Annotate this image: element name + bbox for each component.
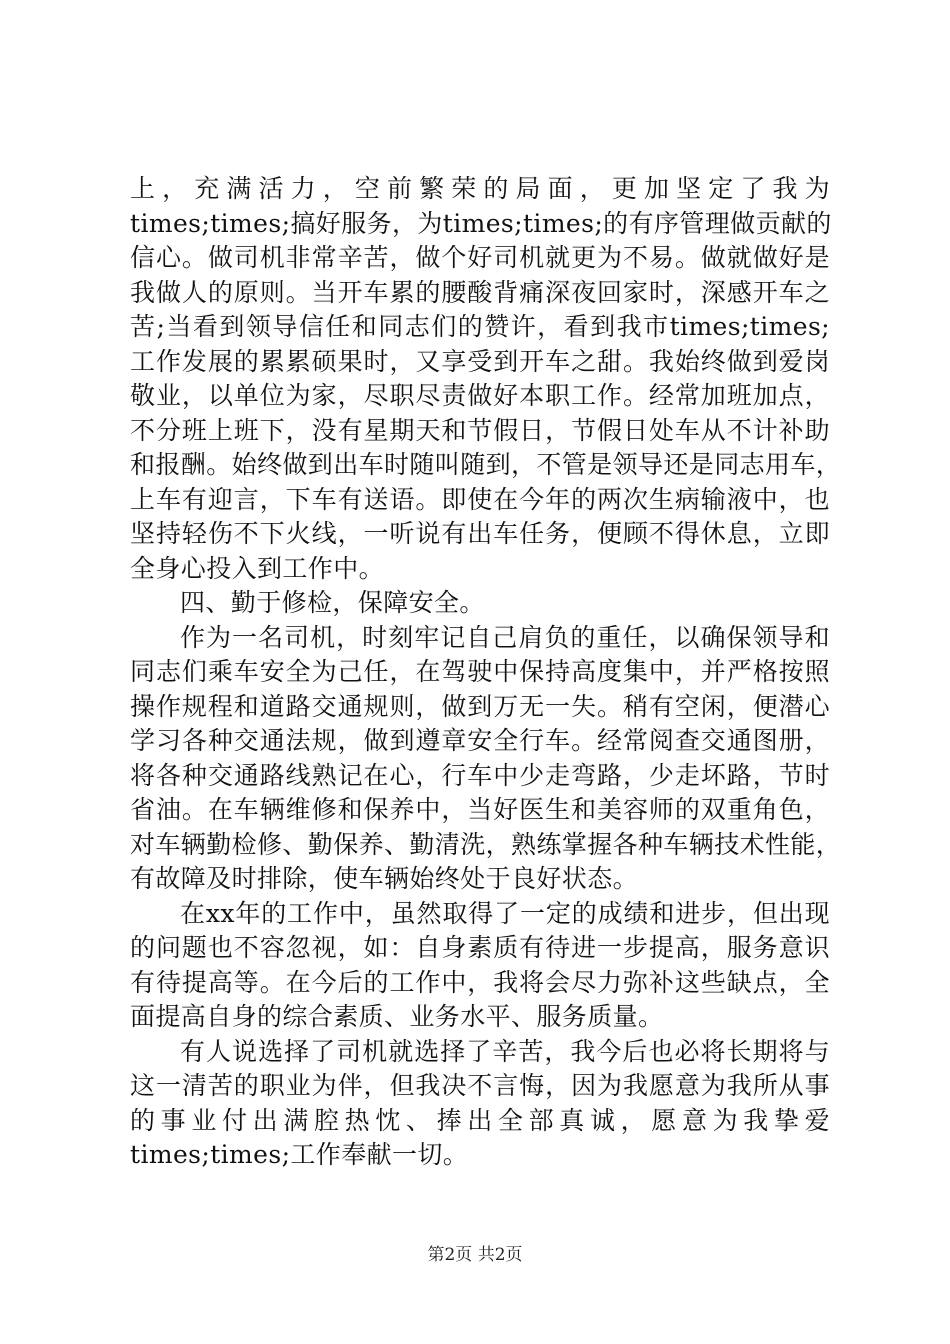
text-line: 全身心投入到工作中。 xyxy=(130,553,385,583)
text-line: 的问题也不容忽视，如：自身素质有待进一步提高，服务意识 xyxy=(130,933,830,962)
text-line: 和报酬。始终做到出车时随叫随到，不管是领导还是同志用车， xyxy=(130,450,842,479)
text-line: 工作发展的累累硕果时，又享受到开车之甜。我始终做到爱岗 xyxy=(130,346,830,376)
text-line: 省油。在车辆维修和保养中，当好医生和美容师的双重角色， xyxy=(130,795,830,824)
text-line: 在xx年的工作中，虽然取得了一定的成绩和进步，但出现 xyxy=(180,898,830,928)
text-line: 有待提高等。在今后的工作中，我将会尽力弥补这些缺点，全 xyxy=(130,967,830,997)
text-line: 操作规程和道路交通规则，做到万无一失。稍有空闲，便潜心 xyxy=(130,691,830,721)
text-line: 这一清苦的职业为伴，但我决不言悔，因为我愿意为我所从事 xyxy=(130,1071,830,1100)
page-number-footer: 第2页 共2页 xyxy=(427,1245,523,1265)
text-line: 上，充满活力，空前繁荣的局面，更加坚定了我为 xyxy=(130,174,830,203)
text-line: 作为一名司机，时刻牢记自己肩负的重任，以确保领导和 xyxy=(180,622,830,652)
text-line: 敬业，以单位为家，尽职尽责做好本职工作。经常加班加点， xyxy=(130,381,830,410)
section-heading: 四、勤于修检，保障安全。 xyxy=(180,588,485,617)
text-line: 面提高自身的综合素质、业务水平、服务质量。 xyxy=(130,1002,664,1031)
text-line: 同志们乘车安全为己任，在驾驶中保持高度集中，并严格按照 xyxy=(130,657,830,686)
text-line: 有人说选择了司机就选择了辛苦，我今后也必将长期将与 xyxy=(180,1036,830,1066)
text-line: times;times;搞好服务，为times;times;的有序管理做贡献的 xyxy=(130,208,832,238)
text-line: 信心。做司机非常辛苦，做个好司机就更为不易。做就做好是 xyxy=(130,243,830,272)
text-line: 苦;当看到领导信任和同志们的赞许，看到我市times;times; xyxy=(130,312,830,341)
text-line: 我做人的原则。当开车累的腰酸背痛深夜回家时，深感开车之 xyxy=(130,277,830,307)
text-line: 将各种交通路线熟记在心，行车中少走弯路，少走坏路，节时 xyxy=(130,760,830,790)
document-body xyxy=(130,172,842,1173)
text-line: 上车有迎言，下车有送语。即使在今年的两次生病输液中，也 xyxy=(130,484,830,514)
text-line: 学习各种交通法规，做到遵章安全行车。经常阅查交通图册， xyxy=(130,726,830,755)
text-line: times;times;工作奉献一切。 xyxy=(130,1140,469,1169)
text-line: 有故障及时排除，使车辆始终处于良好状态。 xyxy=(130,864,639,893)
text-line: 不分班上班下，没有星期天和节假日，节假日处车从不计补助 xyxy=(130,415,830,445)
text-line: 的事业付出满腔热忱、捧出全部真诚，愿意为我挚爱 xyxy=(130,1105,830,1135)
text-line: 对车辆勤检修、勤保养、勤清洗，熟练掌握各种车辆技术性能， xyxy=(130,829,842,859)
text-line: 坚持轻伤不下火线，一听说有出车任务，便顾不得休息，立即 xyxy=(130,519,830,548)
